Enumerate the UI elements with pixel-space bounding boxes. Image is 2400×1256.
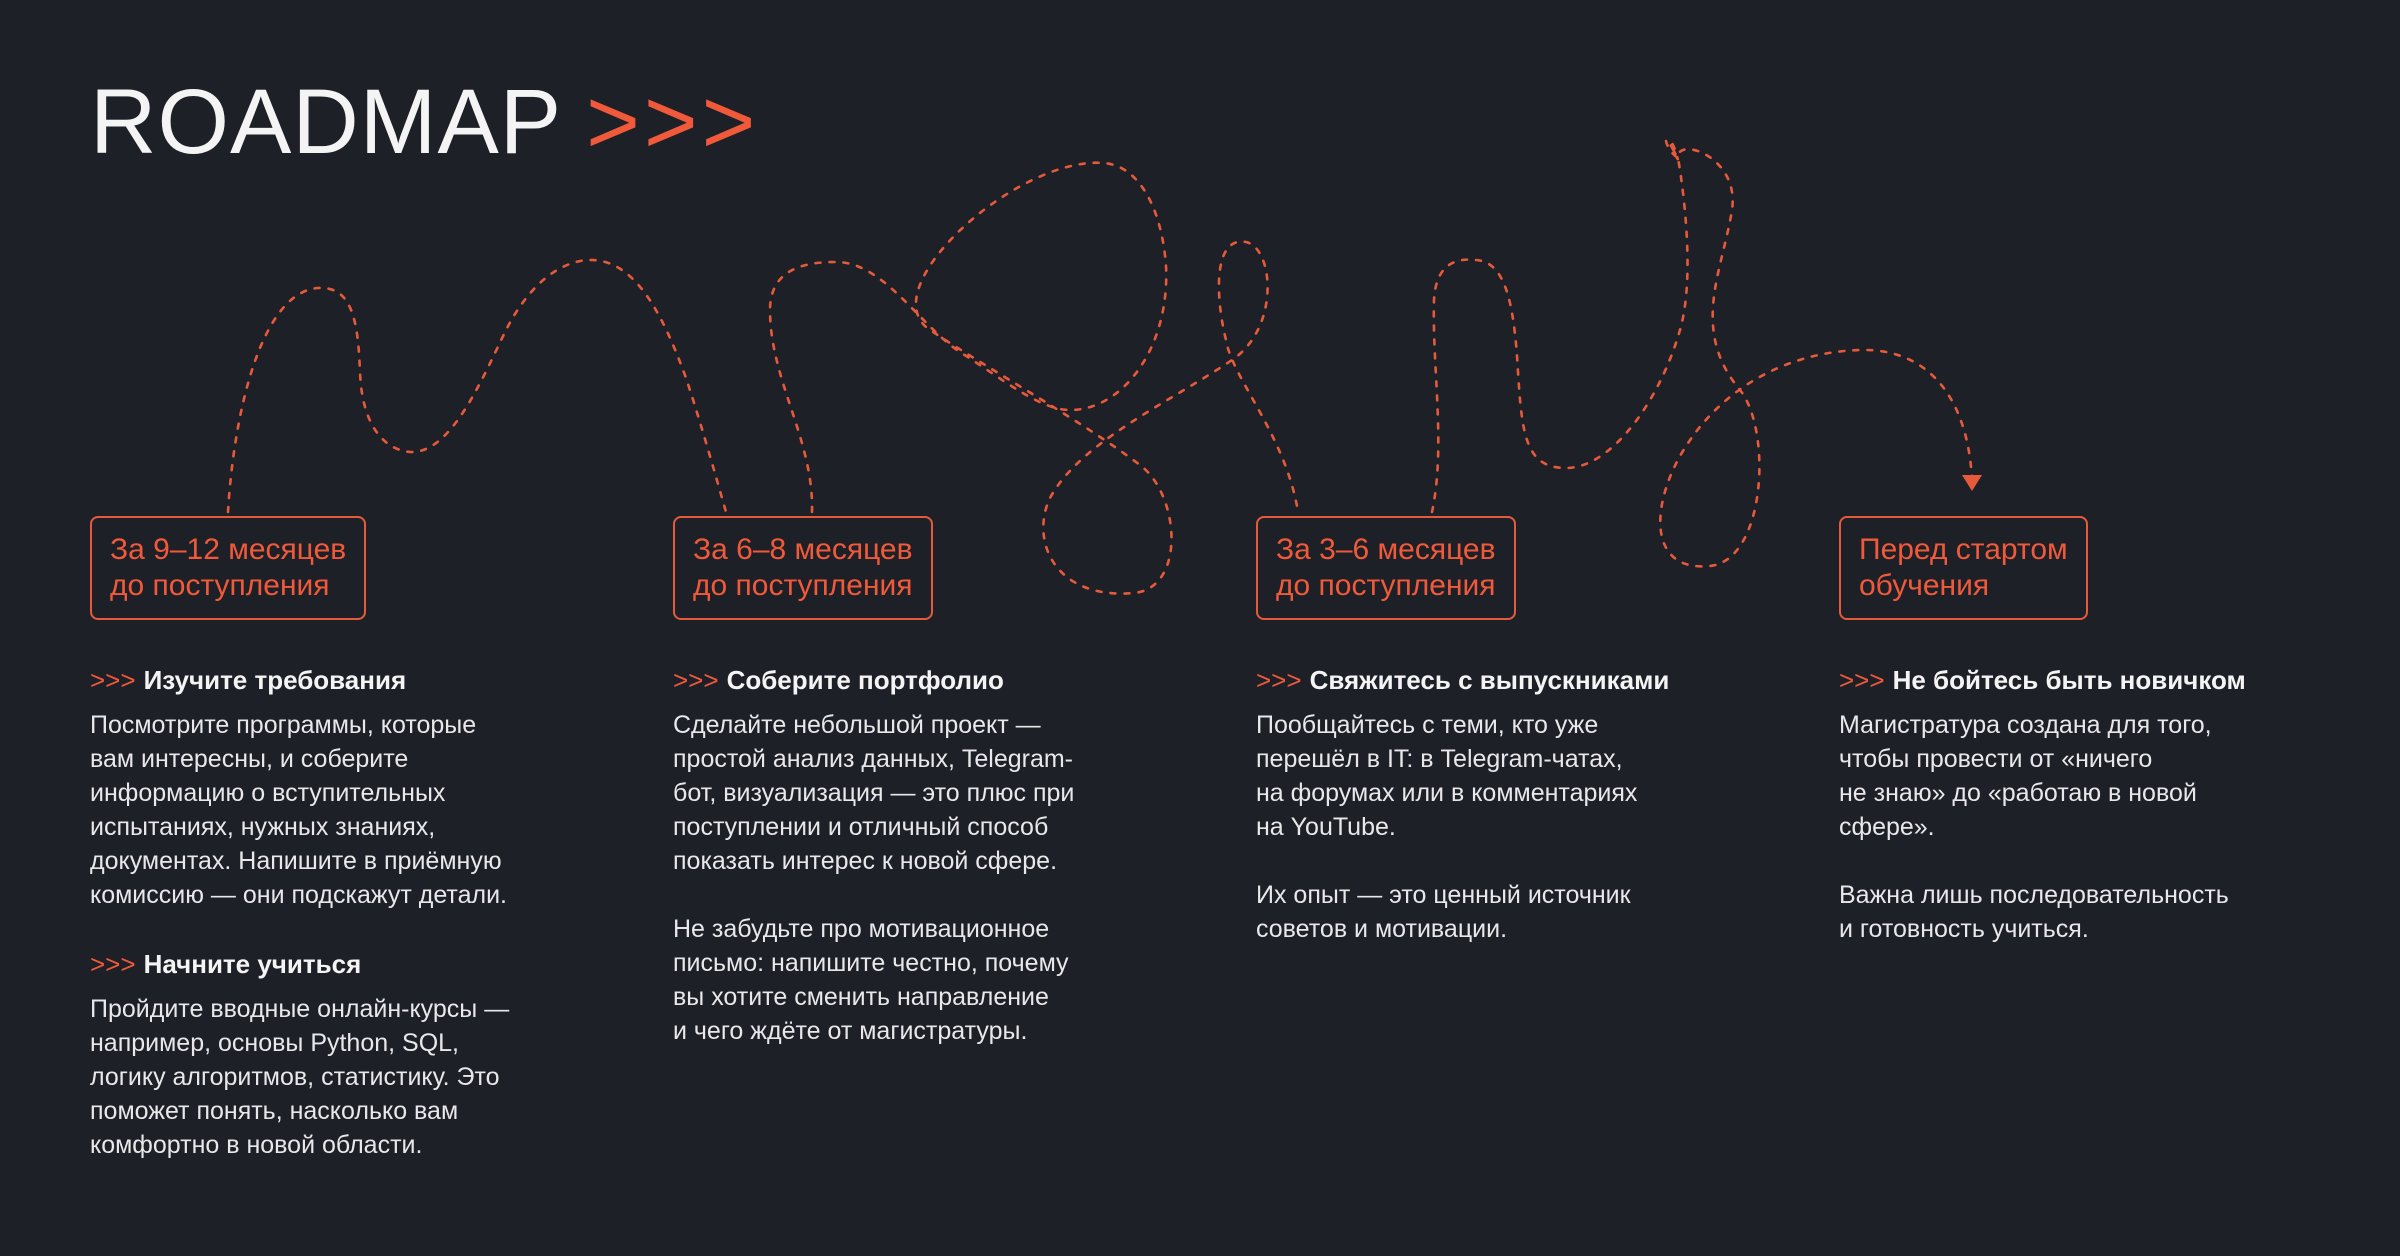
step-marker: >>>	[673, 665, 719, 695]
step-marker: >>>	[90, 949, 136, 979]
step-title: Свяжитесь с выпускниками	[1309, 665, 1670, 695]
stage-3-step-1-heading	[1256, 664, 1776, 696]
stage-1-step-2	[90, 948, 610, 1162]
stage-2-badge: За 6–8 месяцев до поступления	[673, 516, 933, 620]
stage-4-step-1	[1839, 664, 2359, 946]
stage-3	[1256, 516, 1776, 946]
stage-3-step-1	[1256, 664, 1776, 946]
stage-2-step-1-text: Сделайте небольшой проект — простой анализ данных, Telegram- бот, визуализация — это плюс при поступлении и отличный способ показать интерес к новой сфере. Не забудьте про мотивационное письмо: напишите честно, почему вы хотите сменить направление и чего ждёте от магистратуры.	[673, 711, 1075, 1045]
stage-1-step-1	[90, 664, 610, 912]
step-title: Соберите портфолио	[726, 665, 1004, 695]
stage-3-steps	[1256, 664, 1776, 946]
stage-1-step-2-text: Пройдите вводные онлайн-курсы — например, основы Python, SQL, логику алгоритмов, статистику. Это поможет понять, насколько вам комфортно в новой области.	[90, 995, 510, 1159]
stage-1-step-1-heading	[90, 664, 610, 696]
stage-1-steps	[90, 664, 610, 1162]
step-marker: >>>	[1256, 665, 1302, 695]
stage-1	[90, 516, 610, 1162]
stage-2-step-1	[673, 664, 1193, 1048]
title-arrows: >>>	[586, 71, 760, 173]
stage-4-badge: Перед стартом обучения	[1839, 516, 2088, 620]
stage-2-steps	[673, 664, 1193, 1048]
title-text: ROADMAP	[90, 71, 563, 173]
page-title	[90, 71, 760, 173]
route-arrowhead	[1962, 475, 1982, 491]
step-title: Изучите требования	[143, 665, 407, 695]
stage-4-steps	[1839, 664, 2359, 946]
stage-4-step-1-text: Магистратура создана для того, чтобы провести от «ничего не знаю» до «работаю в новой сфере». Важна лишь последовательность и готовность учиться.	[1839, 711, 2229, 943]
stage-3-step-1-text: Пообщайтесь с теми, кто уже перешёл в IT: в Telegram-чатах, на форумах или в комментариях на YouTube. Их опыт — это ценный источник советов и мотивации.	[1256, 711, 1638, 943]
step-marker: >>>	[1839, 665, 1885, 695]
step-marker: >>>	[90, 665, 136, 695]
stage-2	[673, 516, 1193, 1048]
stage-1-step-2-heading	[90, 948, 610, 980]
stage-1-badge: За 9–12 месяцев до поступления	[90, 516, 366, 620]
stage-4	[1839, 516, 2359, 946]
step-title: Начните учиться	[143, 949, 362, 979]
stage-4-step-1-heading	[1839, 664, 2359, 696]
stage-2-step-1-heading	[673, 664, 1193, 696]
stage-3-badge: За 3–6 месяцев до поступления	[1256, 516, 1516, 620]
step-title: Не бойтесь быть новичком	[1892, 665, 2246, 695]
stage-1-step-1-text: Посмотрите программы, которые вам интересны, и соберите информацию о вступительных испытаниях, нужных знаниях, документах. Напишите в приёмную комиссию — они подскажут детали.	[90, 711, 508, 909]
